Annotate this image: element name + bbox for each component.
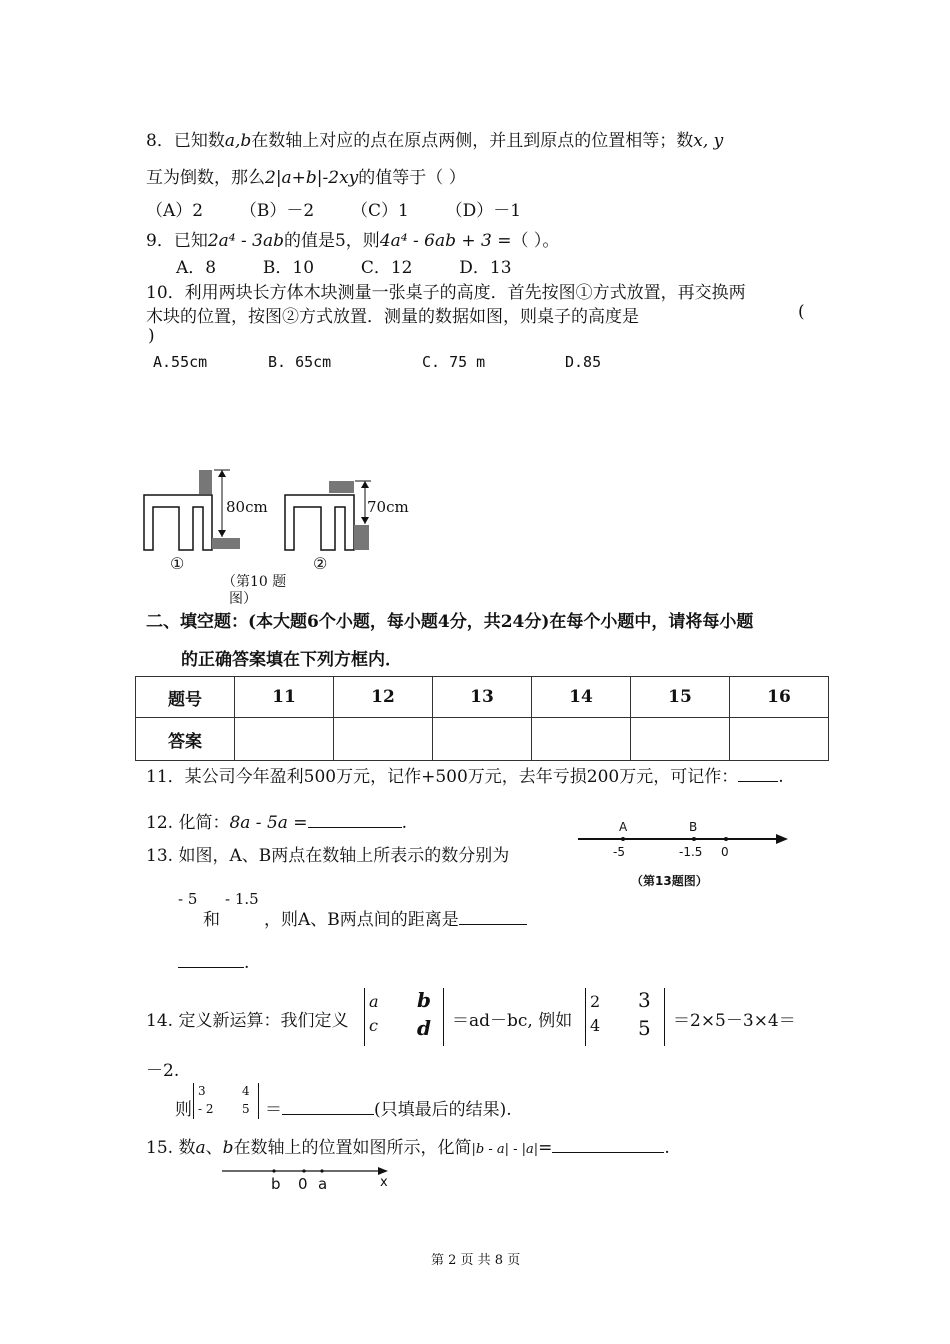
q15-a: a bbox=[195, 1138, 206, 1158]
q8-options bbox=[146, 196, 521, 221]
q14-blank[interactable] bbox=[282, 1100, 374, 1115]
header-cell-12: 12 bbox=[334, 677, 433, 718]
q11-text: 11．某公司今年盈利500万元，记作+500万元，去年亏损200万元，可记作： bbox=[146, 767, 739, 787]
q9-line1 bbox=[146, 226, 559, 251]
q10-option-d: D.85 bbox=[565, 353, 602, 371]
q12-expr: 8a - 5a = bbox=[229, 813, 308, 833]
q15-number-line bbox=[222, 1163, 394, 1183]
q14-matrix-abcd bbox=[364, 988, 444, 1046]
q15-prefix: 15. 数 bbox=[146, 1138, 196, 1158]
q8-text-d: 的值等于（ ） bbox=[358, 168, 466, 188]
m1-a: a bbox=[369, 992, 379, 1011]
m3-5: 5 bbox=[242, 1102, 250, 1116]
q13-axis-arrow bbox=[776, 834, 788, 844]
q13-end: . bbox=[244, 953, 250, 973]
q13-point-b bbox=[692, 837, 696, 841]
q15-mid: 在数轴上的位置如图所示，化简 bbox=[233, 1138, 472, 1158]
answer-cell-12[interactable] bbox=[334, 718, 433, 761]
q15-point-a bbox=[320, 1169, 323, 1172]
q15-eq: = bbox=[538, 1138, 553, 1158]
q13-point-zero bbox=[724, 837, 728, 841]
arrow-head-bottom-2 bbox=[361, 517, 369, 524]
q8-option-a: （A）2 bbox=[146, 201, 204, 221]
q11-end: . bbox=[778, 767, 784, 787]
q15-expr: |b - a| - |a| bbox=[471, 1142, 539, 1157]
q13-label-a: A bbox=[619, 820, 628, 834]
header-cell-13: 13 bbox=[433, 677, 532, 718]
q8-option-c: （C）1 bbox=[351, 201, 409, 221]
q15-label-b: b bbox=[271, 1175, 281, 1193]
q9-option-b: B．10 bbox=[262, 258, 315, 278]
fig-label-80cm: 80cm bbox=[226, 498, 268, 516]
q14-line3 bbox=[265, 1095, 512, 1120]
fig-mark-2: ② bbox=[313, 554, 328, 573]
q15-blank[interactable] bbox=[552, 1138, 664, 1153]
block-upright-1 bbox=[199, 470, 212, 494]
q9-suffix: （ ）。 bbox=[511, 231, 560, 251]
q11-blank[interactable] bbox=[738, 767, 778, 782]
q10-paren-close: ) bbox=[148, 326, 155, 346]
q9-option-d: D．13 bbox=[459, 258, 512, 278]
q13-line1: 13. 如图，A、B两点在数轴上所表示的数分别为 bbox=[146, 846, 510, 866]
q12-prefix: 12. 化简： bbox=[146, 813, 230, 833]
q13-blank-1[interactable] bbox=[459, 910, 527, 925]
q15-label-x: x bbox=[380, 1175, 388, 1190]
arrow-head-top-1 bbox=[218, 470, 226, 477]
q15-point-zero bbox=[302, 1169, 305, 1172]
fig-caption-2: 图） bbox=[229, 591, 257, 607]
q9-option-a: A．8 bbox=[176, 258, 217, 278]
q8-text-c: 互为倒数，那么 bbox=[146, 168, 265, 188]
q8-option-b: （B）－2 bbox=[239, 201, 315, 221]
q13-he: 和 bbox=[203, 910, 220, 930]
header-cell-16: 16 bbox=[730, 677, 829, 718]
m3-4: 4 bbox=[242, 1084, 250, 1098]
m2-4: 4 bbox=[590, 1016, 601, 1035]
q13-value-zero: 0 bbox=[721, 845, 729, 859]
q9-prefix: 9．已知 bbox=[146, 231, 208, 251]
m3-3: 3 bbox=[198, 1084, 206, 1098]
q14-line2: －2. bbox=[146, 1061, 180, 1081]
q15-sep: 、 bbox=[205, 1138, 223, 1158]
header-cell-11: 11 bbox=[235, 677, 334, 718]
answer-cell-14[interactable] bbox=[532, 718, 631, 761]
arrow-head-top-2 bbox=[361, 481, 369, 488]
fig-caption-1: （第10 题 bbox=[222, 574, 287, 590]
q14-matrix-example bbox=[585, 988, 665, 1046]
answer-cell-label: 答案 bbox=[136, 718, 235, 761]
answer-cell-13[interactable] bbox=[433, 718, 532, 761]
q13-caption: （第13题图） bbox=[631, 874, 708, 888]
table-header-row bbox=[136, 677, 829, 718]
q14-eq1: ＝ad－bc, 例如 bbox=[452, 1011, 573, 1031]
table-answer-row bbox=[136, 718, 829, 761]
q12-end: . bbox=[401, 813, 407, 833]
q14-matrix-question bbox=[193, 1083, 259, 1119]
header-cell-14: 14 bbox=[532, 677, 631, 718]
m2-5: 5 bbox=[638, 1016, 651, 1040]
arrow-head-bottom-1 bbox=[218, 530, 226, 537]
q10-option-c: C. 75 m bbox=[422, 353, 486, 371]
q9-option-c: C．12 bbox=[360, 258, 413, 278]
q15-label-zero: 0 bbox=[298, 1175, 308, 1193]
m1-c: c bbox=[369, 1016, 378, 1035]
q9-expr2: 4a⁴ - 6ab + 3 = bbox=[379, 231, 512, 251]
q10-paren-open: ( bbox=[798, 302, 805, 322]
q8-xy: x, y bbox=[693, 131, 724, 151]
block-flat-2 bbox=[329, 481, 354, 493]
q14-eq3: ＝ bbox=[265, 1100, 282, 1120]
section2-heading-line1: 二、填空题：(本大题6个小题，每小题4分，共24分)在每个小题中，请将每小题 bbox=[146, 612, 754, 632]
q8-option-d: （D）－1 bbox=[445, 201, 522, 221]
q11 bbox=[146, 762, 784, 787]
q9-mid: 的值是5，则 bbox=[283, 231, 380, 251]
q13-line2 bbox=[264, 905, 527, 930]
q13-line3 bbox=[178, 953, 249, 973]
q14-eq2: ＝2×5－3×4＝ bbox=[673, 1011, 796, 1031]
q10-line1: 10．利用两块长方体木块测量一张桌子的高度．首先按图①方式放置，再交换两 bbox=[146, 283, 746, 303]
q13-point-a bbox=[621, 837, 625, 841]
q13-value-a: -5 bbox=[613, 845, 625, 859]
q13-blank-2[interactable] bbox=[178, 953, 244, 968]
q15-b: b bbox=[222, 1138, 234, 1158]
q10-option-b: B. 65cm bbox=[268, 353, 332, 371]
q10-option-a: A.55cm bbox=[153, 353, 208, 371]
fig-label-70cm: 70cm bbox=[367, 498, 409, 516]
q8-line1 bbox=[146, 126, 723, 151]
q12-blank[interactable] bbox=[308, 813, 402, 828]
q13-value-b: -1.5 bbox=[679, 845, 703, 859]
q10-figure bbox=[138, 462, 418, 630]
answer-cell-11[interactable] bbox=[235, 718, 334, 761]
q13-label-b: B bbox=[689, 820, 698, 834]
q9-options bbox=[176, 253, 512, 278]
q8-text-a: 8．已知数 bbox=[146, 131, 225, 151]
header-cell-label: 题号 bbox=[136, 677, 235, 718]
header-cell-15: 15 bbox=[631, 677, 730, 718]
q10-line2 bbox=[146, 302, 639, 327]
fig-mark-1: ① bbox=[170, 554, 185, 573]
section2-heading-line2: 的正确答案填在下列方框内． bbox=[181, 650, 402, 670]
q15-axis-arrow bbox=[378, 1167, 388, 1175]
q14-note: (只填最后的结果). bbox=[374, 1100, 512, 1120]
q8-text-b: 在数轴上对应的点在原点两侧，并且到原点的位置相等；数 bbox=[251, 131, 694, 151]
q15-point-b bbox=[272, 1169, 275, 1172]
table-2-shape bbox=[285, 495, 354, 550]
page-footer: 第 2 页 共 8 页 bbox=[431, 1253, 521, 1268]
m1-d: d bbox=[417, 1016, 431, 1040]
m3-neg2: - 2 bbox=[198, 1102, 214, 1116]
m1-b: b bbox=[417, 988, 431, 1012]
q15 bbox=[146, 1133, 670, 1158]
table-1-shape bbox=[144, 495, 212, 550]
answer-table bbox=[135, 676, 829, 761]
q15-end: . bbox=[664, 1138, 670, 1158]
q13-v2: - 1.5 bbox=[225, 890, 259, 908]
q14-then: 则 bbox=[175, 1100, 192, 1120]
q8-line2 bbox=[146, 163, 466, 188]
q14-prefix: 14. 定义新运算：我们定义 bbox=[146, 1011, 349, 1031]
q13-line2-text: ，则A、B两点间的距离是 bbox=[264, 910, 459, 930]
q8-expression: 2|a+b|-2xy bbox=[265, 168, 359, 188]
block-upright-2 bbox=[354, 525, 369, 550]
q13-v1: - 5 bbox=[178, 890, 198, 908]
q8-ab: a,b bbox=[224, 131, 252, 151]
q15-label-a: a bbox=[318, 1175, 328, 1193]
q10-line2-text: 木块的位置，按图②方式放置．测量的数据如图，则桌子的高度是 bbox=[146, 307, 639, 327]
answer-cell-15[interactable] bbox=[631, 718, 730, 761]
q9-expr1: 2a⁴ - 3ab bbox=[207, 231, 284, 251]
answer-cell-16[interactable] bbox=[730, 718, 829, 761]
m2-2: 2 bbox=[590, 992, 601, 1011]
q12 bbox=[146, 808, 407, 833]
m2-3: 3 bbox=[638, 988, 651, 1012]
block-flat-1 bbox=[212, 538, 240, 549]
